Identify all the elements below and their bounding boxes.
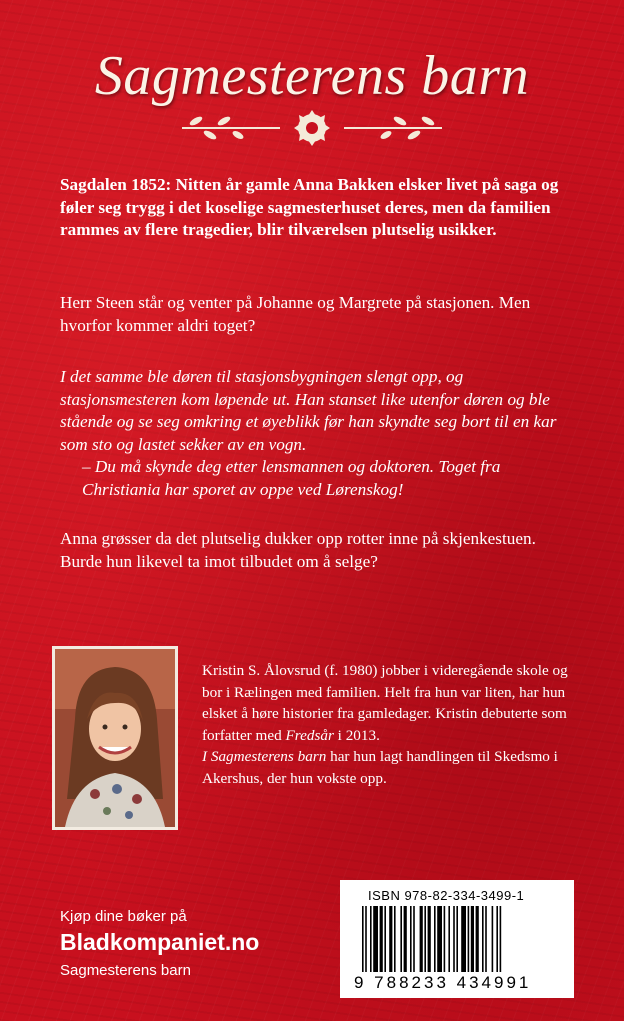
barcode-bar: [370, 906, 372, 972]
barcode-bar: [456, 906, 458, 972]
shop-line-1: Kjøp dine bøker på: [60, 908, 187, 925]
author-photo: [52, 646, 178, 830]
barcode-bar: [485, 906, 487, 972]
bio-book-title-2: I Sagmesterens barn: [202, 748, 327, 765]
barcode-bar: [448, 906, 450, 972]
barcode-bar: [413, 906, 415, 972]
saw-blade-ornament-icon: [172, 110, 452, 146]
ean-number: 9 788233 434991: [354, 973, 532, 992]
shop-website: Bladkompaniet.no: [60, 929, 260, 955]
barcode-bar: [394, 906, 396, 972]
excerpt-text: I det samme ble døren til stasjonsbygningen slengt opp, og stasjonsmesteren kom løpende ut. Han stanset like utenfor døren og ble stående og se seg omkring et øyeblikk før han skyndte seg bort til en kar som sto og lastet sekker av en vogn.: [60, 367, 557, 454]
bio-text-2: i 2013.: [333, 726, 380, 744]
barcode-bar: [362, 906, 364, 972]
barcode-icon: [362, 906, 552, 972]
shop-line-3: Sagmesterens barn: [60, 962, 191, 979]
intro-paragraph: Sagdalen 1852: Nitten år gamle Anna Bakken elsker livet på saga og føler seg trygg i det koselige sagmesterhuset deres, men da familien rammes av flere tragedier, blir tilværelsen plutselig usikker.: [60, 175, 559, 239]
barcode-bar: [424, 906, 426, 972]
barcode-bar: [365, 906, 367, 972]
closing-paragraph: Anna grøsser da det plutselig dukker opp rotter inne på skjenkestuen. Burde hun likevel ta imot tilbudet om å selge?: [60, 529, 536, 571]
isbn-text: ISBN 978-82-334-3499-1: [368, 888, 525, 903]
bio-text-1: Kristin S. Ålovsrud (f. 1980) jobber i videregående skole og bor i Rælingen med familien. Helt fra hun var liten, har hun elsket å høre historier fra gamledager. Kristin debuterte som forfatter med: [202, 662, 568, 744]
barcode-bar: [444, 906, 446, 972]
book-title: Sagmesterens barn: [94, 45, 530, 107]
author-portrait-icon: [55, 649, 175, 827]
barcode-bar: [400, 906, 402, 972]
barcode-bar: [434, 906, 436, 972]
bio-book-title-1: Fredsår: [285, 726, 334, 744]
shop-info: [60, 908, 259, 979]
barcode-bar: [389, 906, 392, 972]
barcode-bar: [373, 906, 378, 972]
barcode-bar: [410, 906, 412, 972]
excerpt-paragraph: [60, 366, 570, 501]
barcode-bar: [384, 906, 386, 972]
barcode-bar: [453, 906, 455, 972]
barcode-bar: [437, 906, 442, 972]
barcode-bar: [404, 906, 407, 972]
barcode-bar: [420, 906, 423, 972]
barcode-bar: [500, 906, 502, 972]
barcode-bar: [380, 906, 383, 972]
barcode-bar: [428, 906, 431, 972]
barcode-bar: [482, 906, 484, 972]
bio-text-3: har hun lagt handlingen til Skedsmo i Akershus, der hun vokste opp.: [202, 748, 558, 787]
barcode-panel: [340, 880, 574, 998]
barcode-bar: [496, 906, 498, 972]
barcode-bar: [471, 906, 474, 972]
barcode-bar: [492, 906, 494, 972]
excerpt-dialogue: – Du må skynde deg etter lensmannen og doktoren. Toget fra Christiania har sporet av oppe ved Lørenskog!: [82, 457, 501, 499]
barcode-bar: [468, 906, 470, 972]
teaser-paragraph: Herr Steen står og venter på Johanne og Margrete på stasjonen. Men hvorfor kommer aldri toget?: [60, 293, 531, 335]
author-bio: [202, 660, 582, 789]
barcode-bar: [461, 906, 466, 972]
barcode-bar: [476, 906, 479, 972]
